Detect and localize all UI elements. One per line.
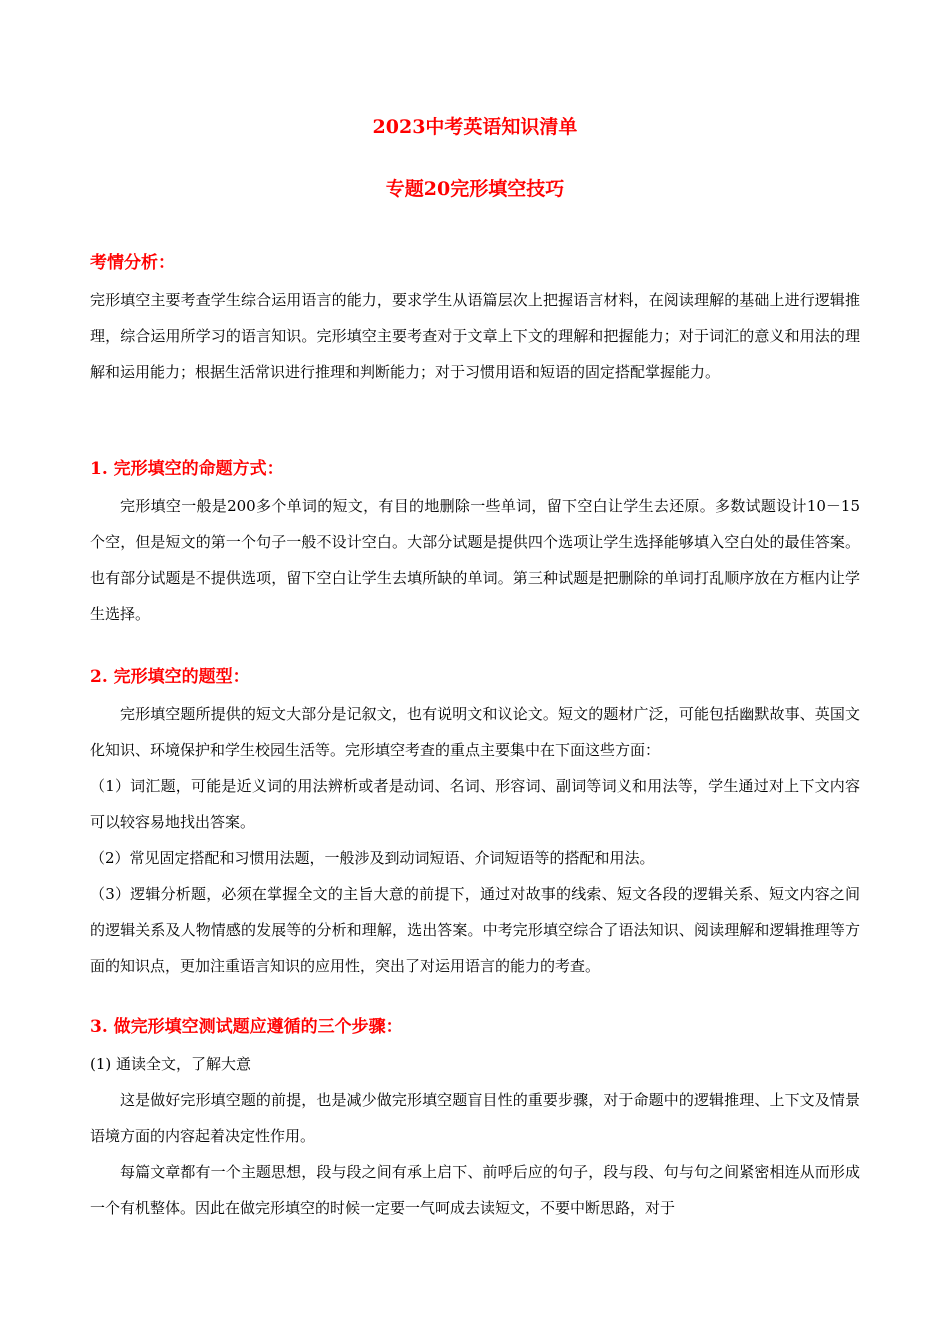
paragraph: (1) 通读全文，了解大意 (90, 1055, 252, 1073)
section-heading-format: 1. 完形填空的命题方式： (90, 459, 284, 479)
paragraph: 每篇文章都有一个主题思想，段与段之间有承上启下、前呼后应的句子，段与段、句与句之间紧密相连从而形成一个有机整体。因此在做完形填空的时候一定要一气呵成去读短文，不要中断思路，对于 (90, 1163, 860, 1217)
section-heading-steps: 3. 做完形填空测试题应遵循的三个步骤： (90, 1017, 403, 1037)
paragraph: 完形填空一般是200多个单词的短文，有目的地删除一些单词，留下空白让学生去还原。多数试题设计10－15个空，但是短文的第一个句子一般不设计空白。大部分试题是提供四个选项让学生选择能够填入空白处的最佳答案。也有部分试题是不提供选项，留下空白让学生去填所缺的单词。第三种试题是把删除的单词打乱顺序放在方框内让学生选择。 (90, 497, 860, 623)
paragraph: 这是做好完形填空题的前提，也是减少做完形填空题盲目性的重要步骤，对于命题中的逻辑推理、上下文及情景语境方面的内容起着决定性作用。 (90, 1091, 860, 1145)
document-subtitle: 专题20完形填空技巧 (385, 178, 565, 200)
paragraph: 完形填空题所提供的短文大部分是记叙文，也有说明文和议论文。短文的题材广泛，可能包括幽默故事、英国文化知识、环境保护和学生校园生活等。完形填空考查的重点主要集中在下面这些方面： (90, 705, 860, 759)
section-heading-types: 2. 完形填空的题型： (90, 667, 250, 687)
paragraph: （1）词汇题，可能是近义词的用法辨析或者是动词、名词、形容词、副词等词义和用法等，学生通过对上下文内容可以较容易地找出答案。 (90, 777, 860, 831)
paragraph: （3）逻辑分析题，必须在掌握全文的主旨大意的前提下，通过对故事的线索、短文各段的逻辑关系、短文内容之间的逻辑关系及人物情感的发展等的分析和理解，选出答案。中考完形填空综合了语法知识、阅读理解和逻辑推理等方面的知识点，更加注重语言知识的应用性，突出了对运用语言的能力的考查。 (90, 885, 860, 975)
document-title: 2023中考英语知识清单 (372, 116, 578, 138)
section-heading-analysis: 考情分析： (90, 253, 175, 273)
paragraph: 完形填空主要考查学生综合运用语言的能力，要求学生从语篇层次上把握语言材料，在阅读理解的基础上进行逻辑推理，综合运用所学习的语言知识。完形填空主要考查对于文章上下文的理解和把握能力；对于词汇的意义和用法的理解和运用能力；根据生活常识进行推理和判断能力；对于习惯用语和短语的固定搭配掌握能力。 (90, 291, 860, 381)
paragraph: （2）常见固定搭配和习惯用法题，一般涉及到动词短语、介词短语等的搭配和用法。 (90, 849, 655, 867)
